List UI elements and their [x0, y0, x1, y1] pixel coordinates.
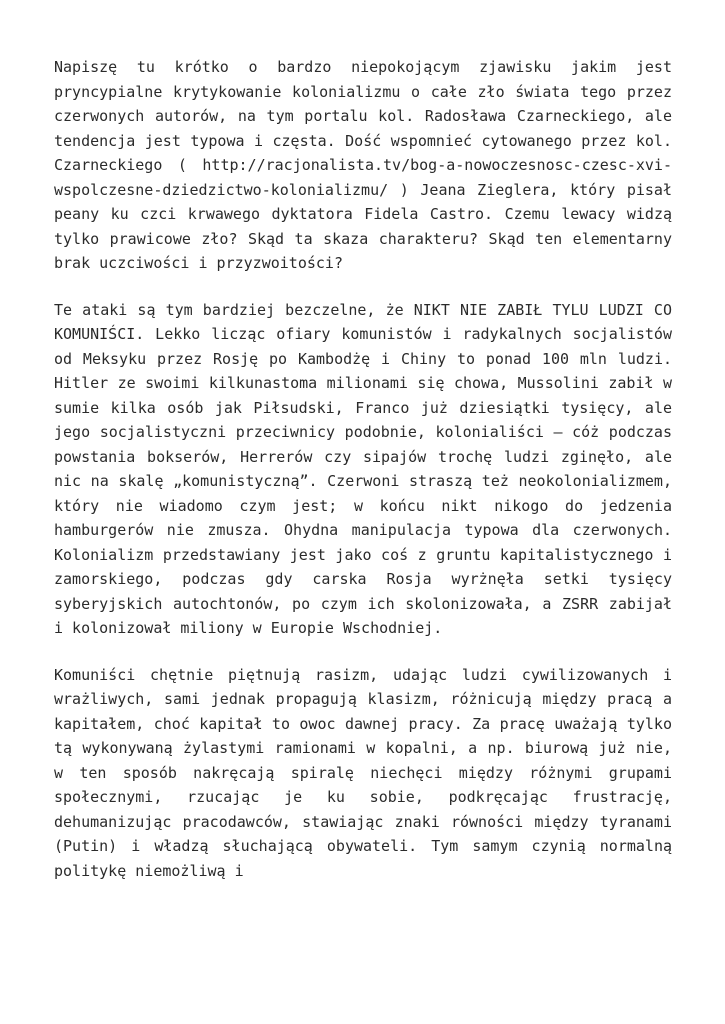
paragraph-3: Komuniści chętnie piętnują rasizm, udając ludzi cywilizowanych i wrażliwych, sami jednak propagują klasizm, różnicują między pracą a kapitałem, choć kapitał to owoc dawnej pracy. Za pracę uważają tylko tą wykonywaną żylastymi ramionami w kopalni, a np. biurową już nie, w ten sposób nakręcają spiralę niechęci między różnymi grupami społecznymi, rzucając je ku sobie, podkręcając frustrację, dehumanizując pracodawców, stawiając znaki równości między tyranami (Putin) i władzą słuchającą obywateli. Tym samym czynią normalną politykę niemożliwą i — [54, 665, 672, 880]
paragraph-2: Te ataki są tym bardziej bezczelne, że NIKT NIE ZABIŁ TYLU LUDZI CO KOMUNIŚCI. Lekko licząc ofiary komunistów i radykalnych socjalistów od Meksyku przez Rosję po Kambodżę i Chiny to ponad 100 mln ludzi. Hitler ze swoimi kilkunastoma milionami się chowa, Mussolini zabił w sumie kilka osób jak Piłsudski, Franco już dziesiątki tysięcy, ale jego socjalistyczni przeciwnicy podobnie, kolonialiści – cóż podczas powstania bokserów, Herrerów czy sipajów trochę ludzi zginęło, ale nic na skalę „komunistyczną”. Czerwoni straszą też neokolonializmem, który nie wiadomo czym jest; w końcu nikt nikogo do jedzenia hamburgerów nie zmusza. Ohydna manipulacja typowa dla czerwonych. Kolonializm przedstawiany jest jako coś z gruntu kapitalistycznego i zamorskiego, podczas gdy carska Rosja wyrżnęła setki tysięcy syberyjskich autochtonów, po czym ich skolonizowała, a ZSRR zabijał i kolonizował miliony w Europie Wschodniej. — [54, 300, 672, 637]
document-page — [54, 55, 672, 905]
paragraph-1: Napiszę tu krótko o bardzo niepokojącym zjawisku jakim jest pryncypialne krytykowanie kolonializmu o całe zło świata tego przez czerwonych autorów, na tym portalu kol. Radosława Czarneckiego, ale tendencja jest typowa i częsta. Dość wspomnieć cytowanego przez kol. Czarneckiego ( http://racjonalista.tv/bog-a-nowoczesnosc-czesc-xvi-wspolczesne-dziedzictwo-kolonializmu/ ) Jeana Zieglera, który pisał peany ku czci krwawego dyktatora Fidela Castro. Czemu lewacy widzą tylko prawicowe zło? Skąd ta skaza charakteru? Skąd ten elementarny brak uczciwości i przyzwoitości? — [54, 58, 672, 272]
